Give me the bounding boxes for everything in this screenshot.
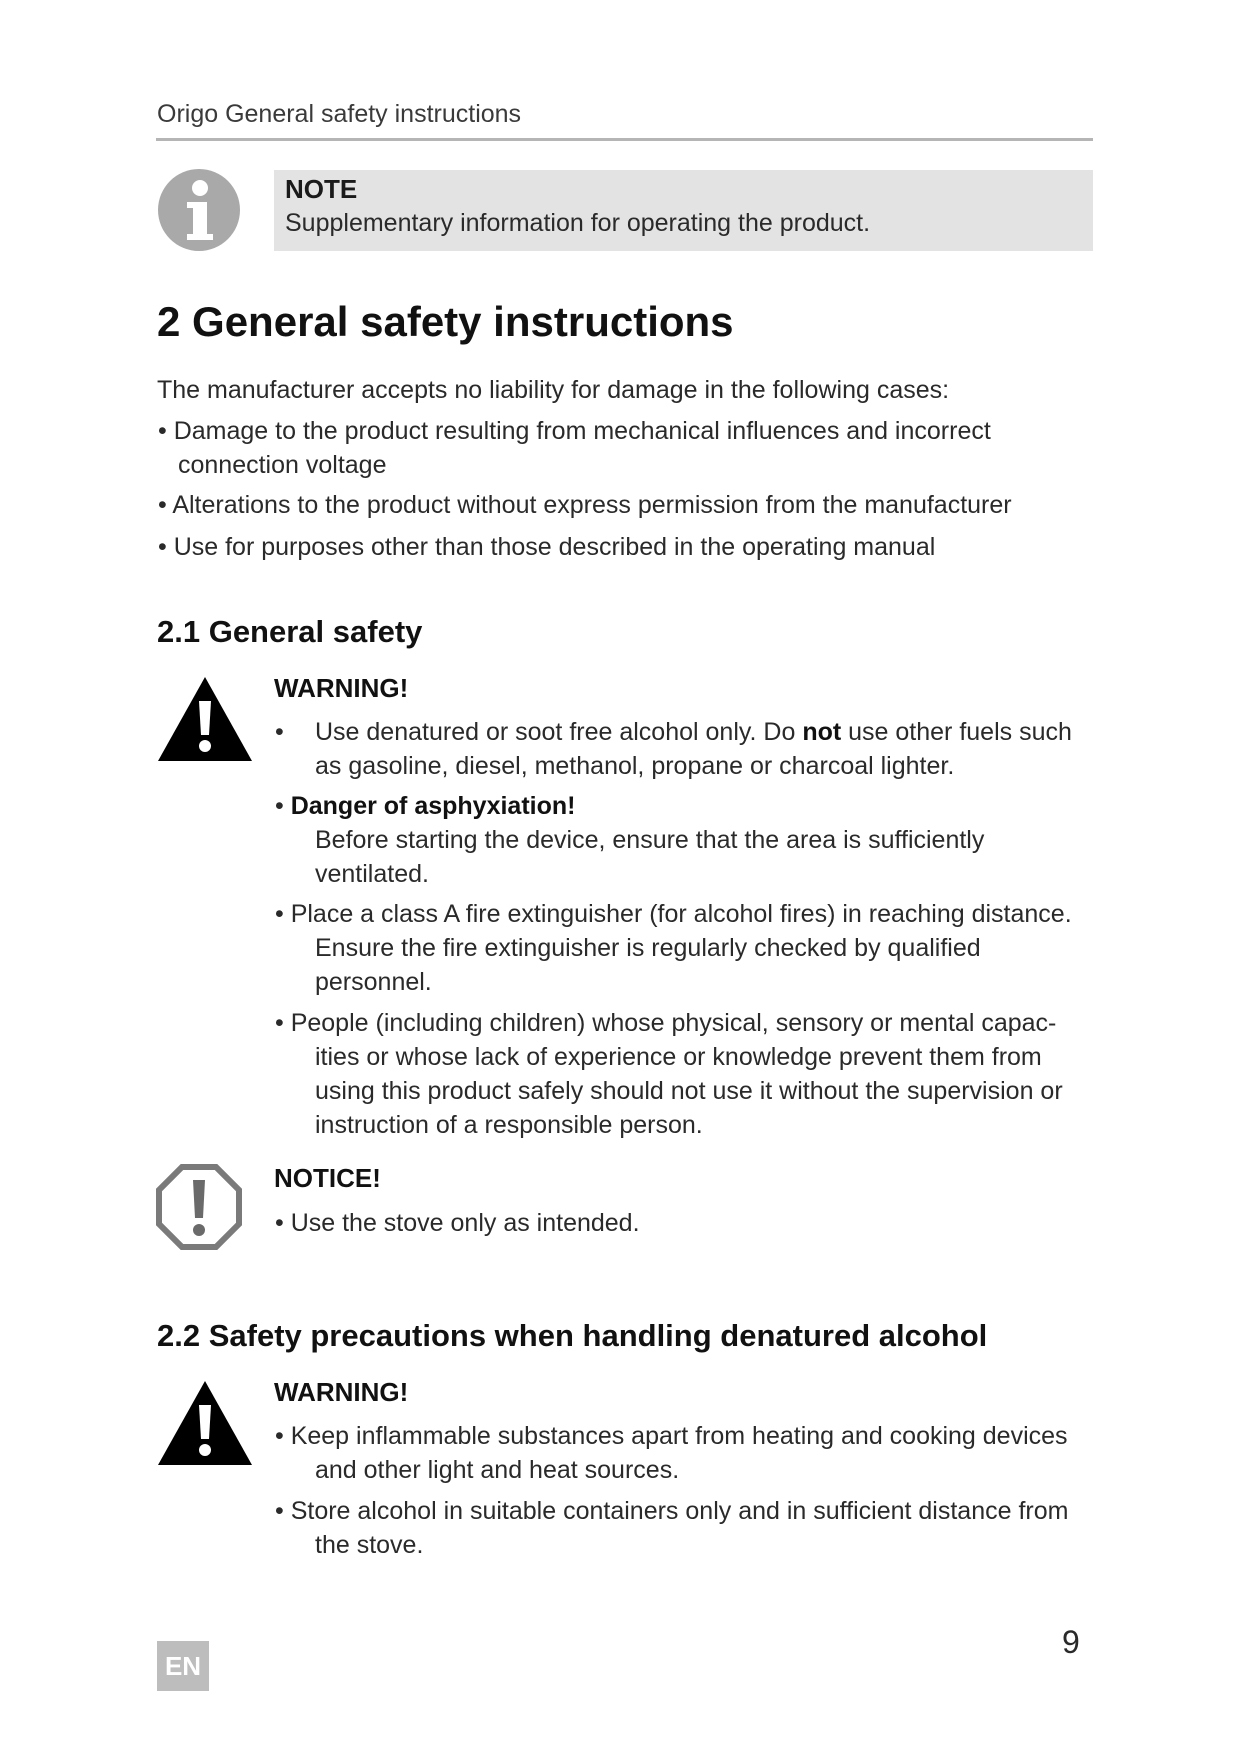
warning-item: • Use denatured or soot free alcohol only. Do not use other fuels such as gasoline, diesel, methanol, propane or charcoal lighter. [275,718,1072,780]
warning-item: • Keep inflammable substances apart from heating and cooking devices and other light and heat sources. [275,1422,1068,1484]
list-item: • Use for purposes other than those described in the operating manual [158,533,936,561]
warning-label: WARNING! [274,673,409,703]
page-header-title: Origo General safety instructions [157,100,522,128]
warning-triangle-icon [156,1379,254,1467]
header-divider [156,138,1093,141]
warning-item: • Place a class A fire extinguisher (for alcohol fires) in reaching distance. Ensure the fire extinguisher is regularly checked by qualified personnel. [275,900,1072,996]
note-label: NOTE [285,174,358,204]
notice-octagon-icon [156,1164,242,1250]
warning-item: • People (including children) whose physical, sensory or mental capac- ities or whose lack of experience or knowledge prevent them from using this product safely should not use it without the supervision or instruction of a responsible person. [275,1009,1063,1139]
list-item: • Alterations to the product without express permission from the manufacturer [158,491,1012,519]
language-label: EN [164,1651,202,1681]
note-text: Supplementary information for operating the product. [285,209,871,237]
notice-item: • Use the stove only as intended. [275,1209,640,1237]
warning-label: WARNING! [274,1377,409,1407]
warning-triangle-icon [156,675,254,763]
section-heading: 2 General safety instructions [157,298,734,345]
subsection-heading: 2.2 Safety precautions when handling denatured alcohol [157,1318,988,1353]
list-item: • Damage to the product resulting from mechanical influences and incorrect connection voltage [158,417,991,479]
info-icon [157,168,241,252]
page-number: 9 [1062,1624,1080,1660]
section-intro: The manufacturer accepts no liability for damage in the following cases: [157,376,950,404]
subsection-heading: 2.1 General safety [157,614,423,649]
warning-item: • Danger of asphyxiation! Before starting the device, ensure that the area is sufficiently ventilated. [275,792,985,888]
notice-label: NOTICE! [274,1163,381,1193]
warning-item: • Store alcohol in suitable containers only and in sufficient distance from the stove. [275,1497,1069,1559]
